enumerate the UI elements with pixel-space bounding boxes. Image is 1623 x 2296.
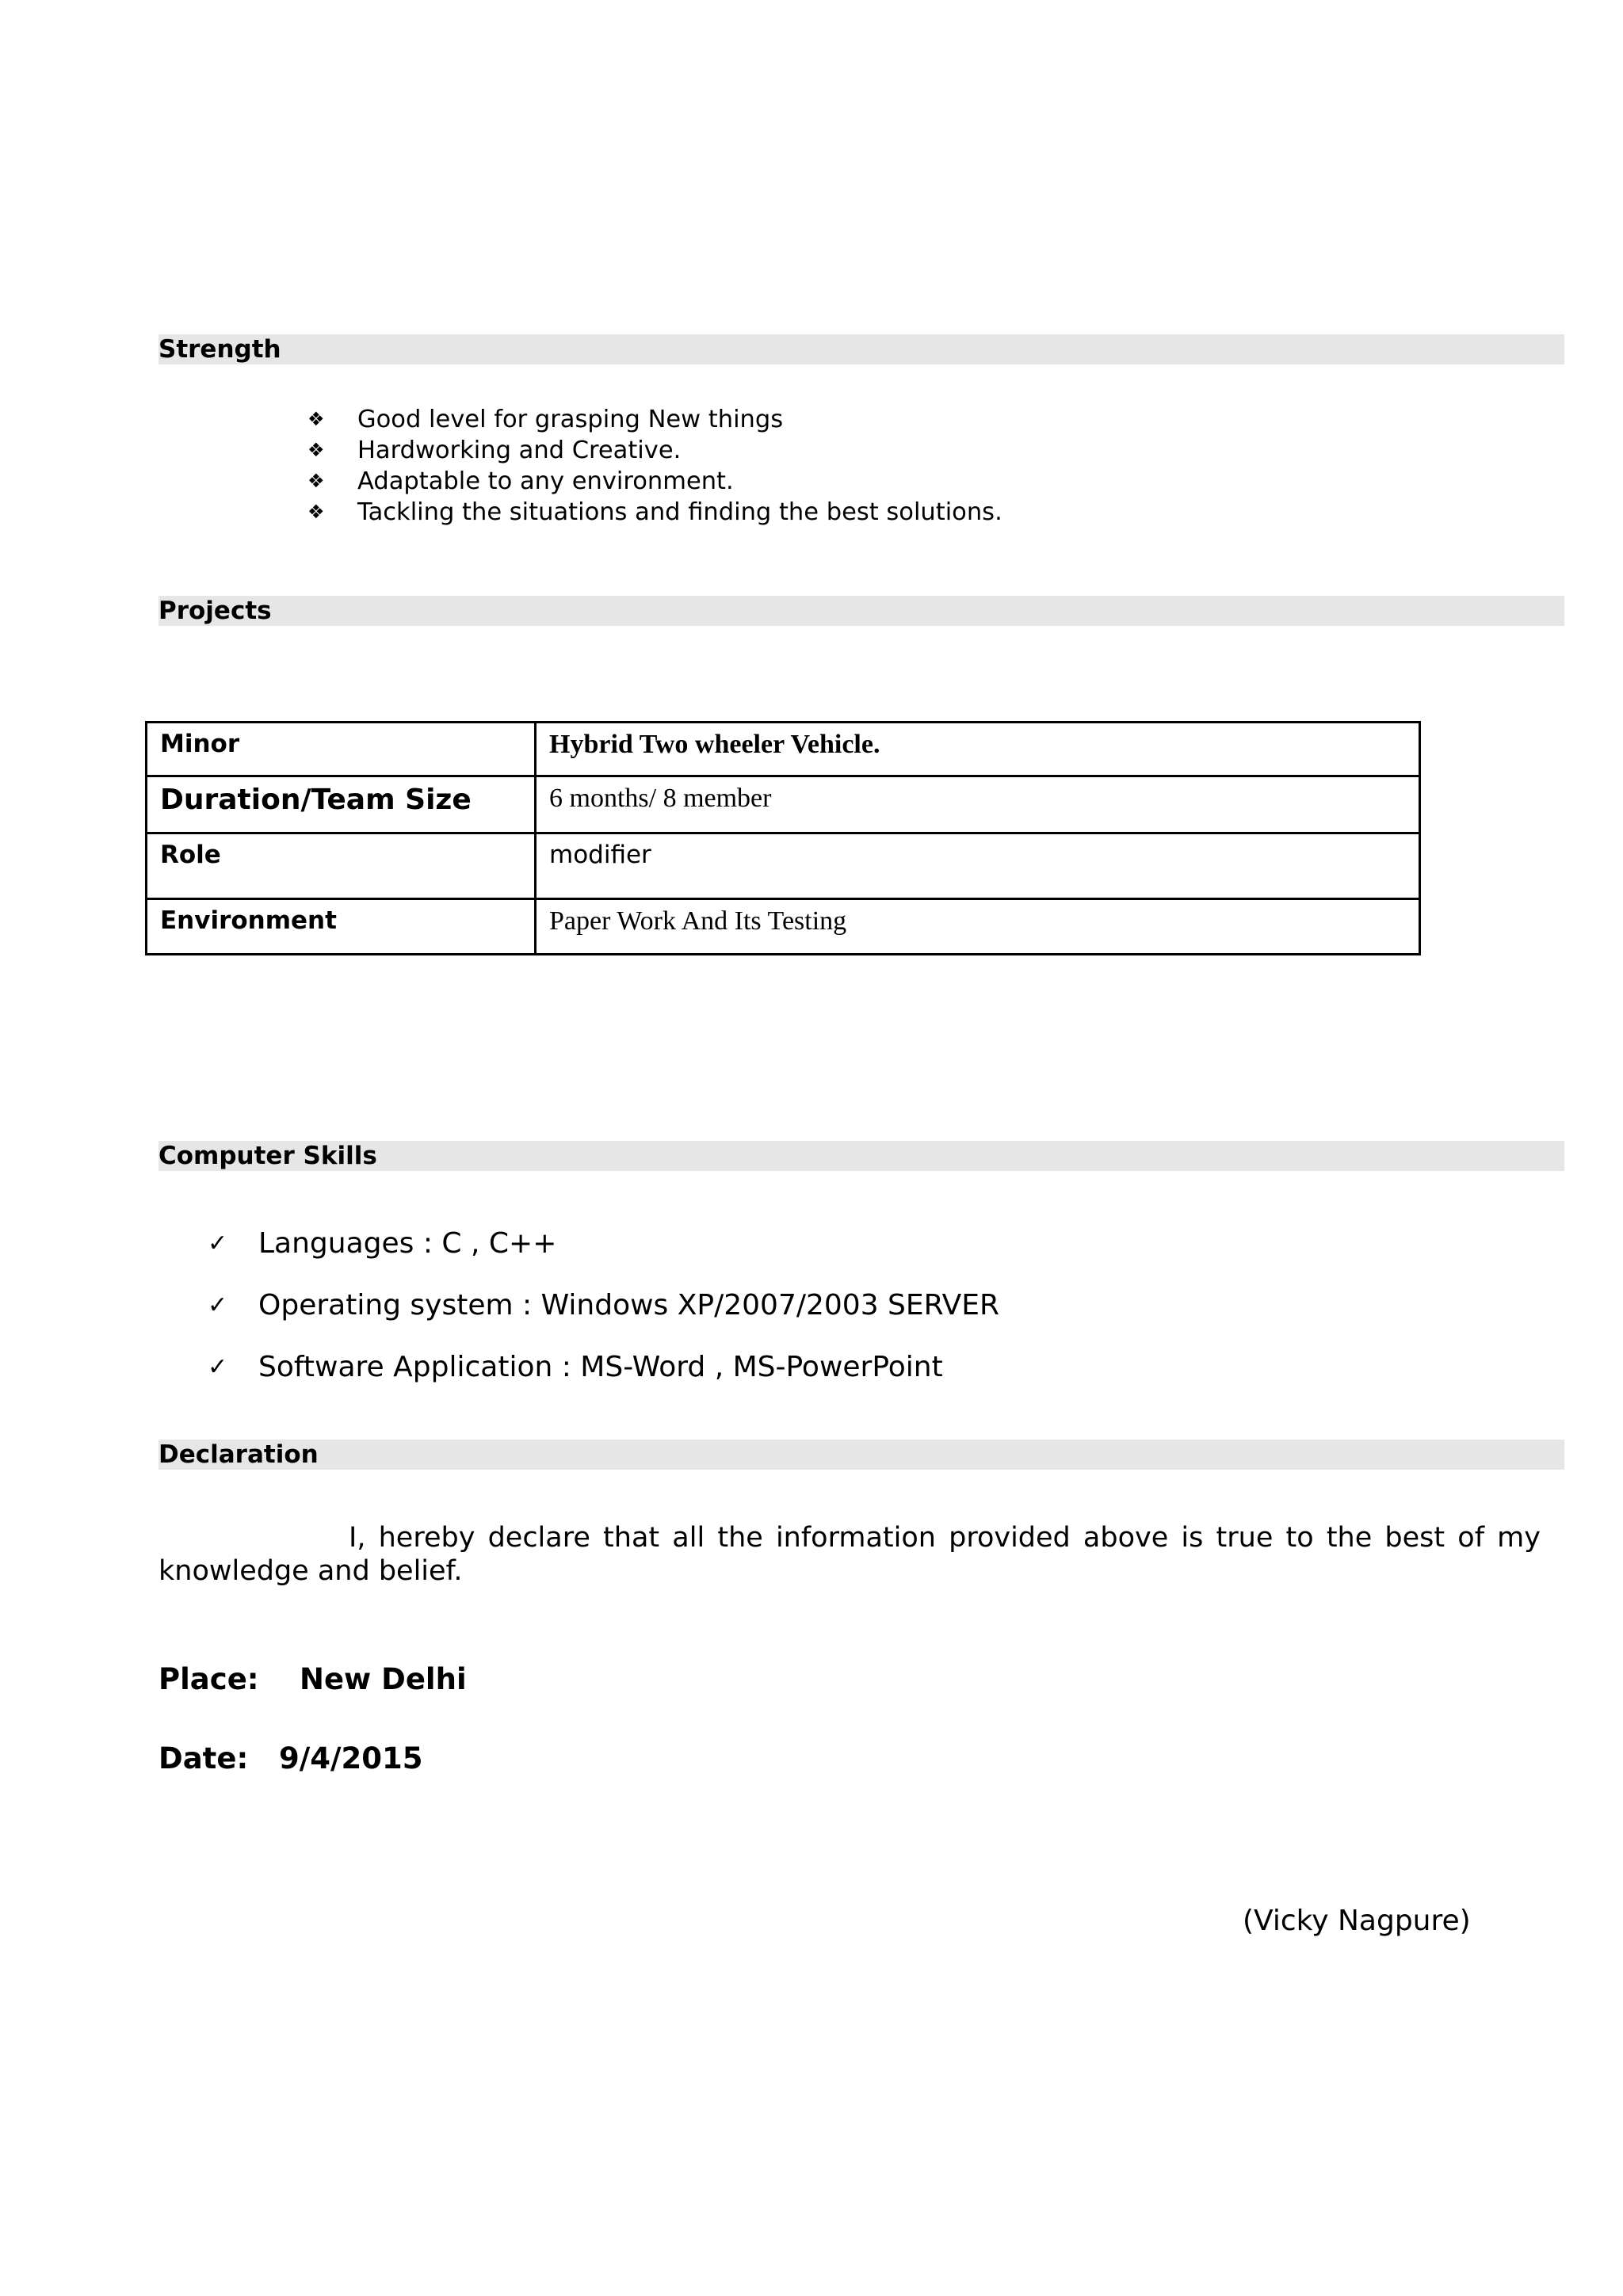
declaration-section-header [158,1440,1564,1470]
project-minor-value: Hybrid Two wheeler Vehicle. [536,723,1420,776]
place-line [158,1662,467,1696]
declaration-text: I, hereby declare that all the information provided above is true to the best of my knowledge and belief. [158,1522,1541,1587]
project-role-value: modifier [536,833,1420,899]
table-row [147,723,1420,776]
date-value: 9/4/2015 [279,1741,423,1775]
diamond-bullet-icon: ❖ [307,408,325,430]
project-table [145,721,1421,955]
checkmark-icon: ✓ [208,1230,228,1257]
checkmark-icon: ✓ [208,1353,228,1381]
checkmark-icon: ✓ [208,1291,228,1319]
computer-skills-title: Computer Skills [158,1142,377,1170]
project-duration-label: Duration/Team Size [147,776,536,833]
table-row [147,776,1420,833]
diamond-bullet-icon: ❖ [307,439,325,461]
project-environment-value: Paper Work And Its Testing [536,899,1420,955]
computer-skills-section-header [158,1141,1564,1171]
project-environment-label: Environment [147,899,536,955]
projects-section-header [158,596,1564,626]
strength-section-header [158,334,1564,364]
place-label: Place: [158,1662,259,1696]
diamond-bullet-icon: ❖ [307,501,325,523]
project-role-label: Role [147,833,536,899]
declaration-title: Declaration [158,1440,319,1469]
table-row [147,899,1420,955]
projects-title: Projects [158,597,272,625]
date-label: Date: [158,1741,249,1775]
table-row [147,833,1420,899]
date-line [158,1741,423,1775]
signature-name: (Vicky Nagpure) [1243,1905,1471,1937]
project-minor-label: Minor [147,723,536,776]
diamond-bullet-icon: ❖ [307,470,325,492]
place-value: New Delhi [300,1662,467,1696]
project-duration-value: 6 months/ 8 member [536,776,1420,833]
strength-title: Strength [158,335,281,364]
